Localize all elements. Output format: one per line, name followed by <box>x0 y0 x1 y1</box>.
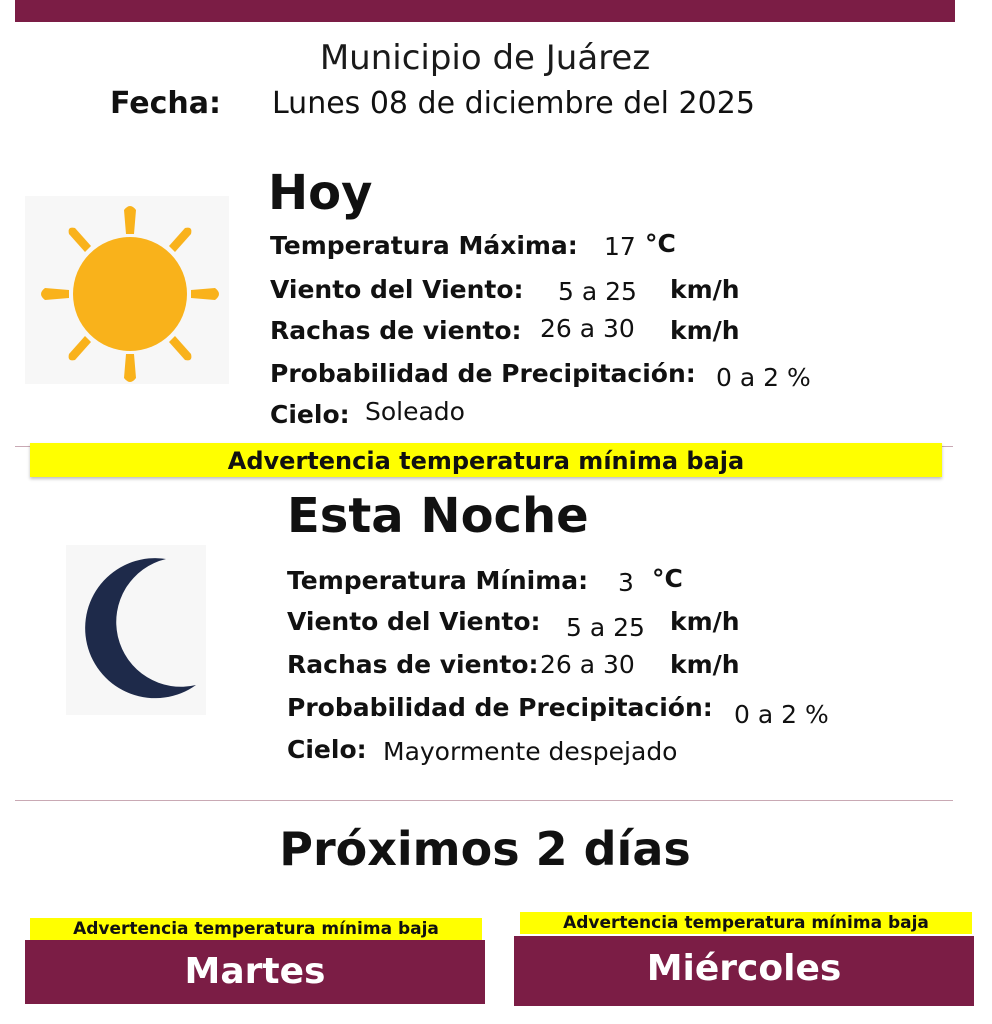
hoy-rachas-unit: km/h <box>670 316 740 345</box>
noche-cielo-value: Mayormente despejado <box>383 737 678 766</box>
top-banner <box>15 0 955 22</box>
noche-cielo-label: Cielo: <box>287 735 367 764</box>
hoy-temp-value: 17 <box>604 232 636 261</box>
noche-title: Esta Noche <box>287 488 589 544</box>
section-divider-2 <box>15 800 953 801</box>
hoy-temp-label: Temperatura Máxima: <box>270 231 578 260</box>
noche-temp-value: 3 <box>618 568 634 597</box>
noche-rachas-unit: km/h <box>670 650 740 679</box>
noche-rachas-label: Rachas de viento: <box>287 650 539 679</box>
noche-temp-unit: °C <box>652 564 683 593</box>
noche-viento-label: Viento del Viento: <box>287 607 541 636</box>
hoy-cielo-value: Soleado <box>365 397 465 426</box>
noche-precip-label: Probabilidad de Precipitación: <box>287 693 713 722</box>
day-warning-miercoles: Advertencia temperatura mínima baja <box>520 912 972 934</box>
fecha-value: Lunes 08 de diciembre del 2025 <box>272 86 755 121</box>
hoy-temp-unit: °C <box>645 229 676 258</box>
noche-viento-value: 5 a 25 <box>566 613 645 642</box>
noche-rachas-value: 26 a 30 <box>540 650 635 679</box>
noche-precip-value: 0 a 2 % <box>734 700 829 729</box>
warning-banner: Advertencia temperatura mínima baja <box>30 443 942 477</box>
hoy-viento-label: Viento del Viento: <box>270 275 524 304</box>
municipio-title: Municipio de Juárez <box>319 38 651 78</box>
hoy-precip-value: 0 a 2 % <box>716 363 811 392</box>
hoy-viento-unit: km/h <box>670 275 740 304</box>
hoy-viento-value: 5 a 25 <box>558 277 637 306</box>
proximos-title: Próximos 2 días <box>279 822 691 876</box>
hoy-rachas-value: 26 a 30 <box>540 314 635 343</box>
noche-temp-label: Temperatura Mínima: <box>287 566 589 595</box>
day-bar-miercoles: Miércoles <box>514 936 974 1006</box>
noche-viento-unit: km/h <box>670 607 740 636</box>
hoy-title: Hoy <box>268 165 373 221</box>
hoy-rachas-label: Rachas de viento: <box>270 316 522 345</box>
day-bar-martes: Martes <box>25 940 485 1004</box>
hoy-cielo-label: Cielo: <box>270 400 350 429</box>
day-warning-martes: Advertencia temperatura mínima baja <box>30 918 482 940</box>
moon-icon <box>66 545 206 715</box>
sun-icon <box>25 196 229 384</box>
hoy-precip-label: Probabilidad de Precipitación: <box>270 359 696 388</box>
fecha-label: Fecha: <box>110 86 222 121</box>
